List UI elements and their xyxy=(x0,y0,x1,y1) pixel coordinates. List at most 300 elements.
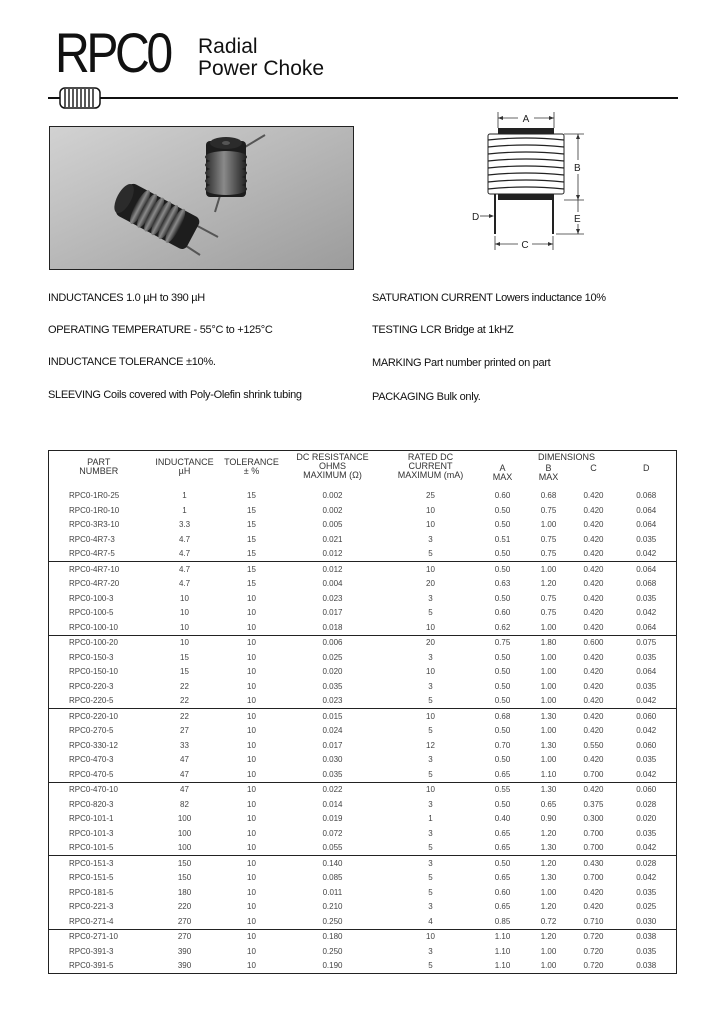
table-row xyxy=(49,959,677,974)
cell-dim-b: 1.30 xyxy=(540,873,557,883)
col-part-number: PART NUMBER xyxy=(79,457,119,476)
cell-dc-resistance: 0.012 xyxy=(322,549,343,559)
cell-dim-b: 1.30 xyxy=(527,782,571,797)
cell-dim-d: 0.075 xyxy=(617,635,677,650)
cell-part-number: RPC0-271-10 xyxy=(49,929,149,944)
cell-dim-c: 0.420 xyxy=(583,696,604,706)
cell-inductance: 180 xyxy=(177,887,192,897)
table-row xyxy=(49,635,677,650)
table-row xyxy=(49,562,677,577)
cell-dim-b: 1.20 xyxy=(527,856,571,871)
cell-dim-d: 0.042 xyxy=(636,549,657,559)
cell-dim-a: 0.65 xyxy=(494,843,511,853)
cell-rated-current: 3 xyxy=(428,652,433,662)
cell-dim-a: 0.68 xyxy=(479,709,527,724)
cell-dc-resistance: 0.023 xyxy=(322,696,343,706)
cell-dc-resistance: 0.030 xyxy=(322,755,343,765)
table-row xyxy=(49,724,677,739)
dimension-label-d: D xyxy=(472,212,480,223)
cell-inductance: 3.3 xyxy=(178,520,191,530)
cell-rated-current: 10 xyxy=(383,562,479,577)
cell-dim-b: 1.00 xyxy=(540,696,557,706)
cell-tolerance: 15 xyxy=(221,562,283,577)
dimension-label-c: C xyxy=(521,240,529,251)
cell-dim-b: 1.00 xyxy=(540,622,557,632)
cell-dim-d: 0.042 xyxy=(636,769,657,779)
cell-dim-c: 0.550 xyxy=(583,740,604,750)
cell-dim-b: 1.20 xyxy=(540,902,557,912)
table-row xyxy=(49,826,677,841)
cell-rated-current: 10 xyxy=(426,520,435,530)
spec-value: Lowers inductance 10% xyxy=(495,292,606,304)
cell-rated-current: 10 xyxy=(383,709,479,724)
cell-rated-current: 4 xyxy=(428,916,433,926)
dimension-label-b: B xyxy=(574,163,581,174)
cell-inductance: 270 xyxy=(149,929,221,944)
cell-dim-a: 0.50 xyxy=(494,696,511,706)
cell-dim-b: 0.75 xyxy=(540,608,557,618)
cell-dim-b: 1.30 xyxy=(540,740,557,750)
spec-label: OPERATING TEMPERATURE xyxy=(48,324,191,336)
cell-rated-current: 12 xyxy=(426,740,435,750)
spec-inductances xyxy=(48,292,205,304)
dimensions-header: DIMENSIONS xyxy=(537,452,595,462)
cell-dim-d: 0.042 xyxy=(636,873,657,883)
cell-rated-current: 10 xyxy=(426,667,435,677)
cell-inductance: 100 xyxy=(177,814,192,824)
cell-rated-current: 5 xyxy=(428,696,433,706)
cell-rated-current: 3 xyxy=(428,828,433,838)
cell-part-number: RPC0-4R7-20 xyxy=(69,579,120,589)
cell-dc-resistance: 0.002 xyxy=(322,491,343,501)
spec-testing xyxy=(372,324,513,336)
table-row xyxy=(49,606,677,621)
cell-dim-c: 0.420 xyxy=(583,534,604,544)
cell-dim-c: 0.720 xyxy=(571,929,617,944)
spec-value: - 55°C to +125°C xyxy=(193,324,273,336)
cell-dim-c: 0.710 xyxy=(583,916,604,926)
cell-part-number: RPC0-391-5 xyxy=(69,961,114,971)
table-row xyxy=(49,485,677,504)
cell-dim-a: 1.10 xyxy=(479,929,527,944)
cell-rated-current: 3 xyxy=(428,946,433,956)
cell-rated-current: 20 xyxy=(383,635,479,650)
col-dim-d: D xyxy=(643,463,650,473)
cell-part-number: RPC0-151-3 xyxy=(49,856,149,871)
cell-dc-resistance: 0.250 xyxy=(322,946,343,956)
table-row xyxy=(49,797,677,812)
cell-tolerance: 15 xyxy=(247,505,256,515)
table-row xyxy=(49,871,677,886)
cell-dim-b: 0.75 xyxy=(540,505,557,515)
cell-dim-d: 0.064 xyxy=(636,622,657,632)
cell-inductance: 4.7 xyxy=(149,562,221,577)
cell-rated-current: 5 xyxy=(428,769,433,779)
cell-inductance: 22 xyxy=(180,681,189,691)
cell-dim-a: 0.50 xyxy=(494,681,511,691)
spec-value: Coils covered with Poly-Olefin shrink tubing xyxy=(103,389,302,401)
spec-value: 1.0 µH to 390 µH xyxy=(126,292,205,304)
table-row xyxy=(49,679,677,694)
cell-dc-resistance: 0.035 xyxy=(322,681,343,691)
cell-rated-current: 1 xyxy=(428,814,433,824)
cell-inductance: 150 xyxy=(149,856,221,871)
col-inductance: INDUCTANCE µH xyxy=(155,457,214,476)
cell-dim-c: 0.420 xyxy=(583,608,604,618)
cell-dc-resistance: 0.019 xyxy=(322,814,343,824)
cell-dim-b: 1.00 xyxy=(540,726,557,736)
cell-dim-c: 0.700 xyxy=(583,873,604,883)
cell-dim-d: 0.035 xyxy=(636,534,657,544)
cell-dim-a: 0.63 xyxy=(494,579,511,589)
cell-dim-b: 1.20 xyxy=(540,579,557,589)
cell-tolerance: 10 xyxy=(247,593,256,603)
cell-dim-d: 0.042 xyxy=(636,608,657,618)
cell-dc-resistance: 0.002 xyxy=(322,505,343,515)
table-row xyxy=(49,694,677,709)
cell-tolerance: 15 xyxy=(247,549,256,559)
table-row xyxy=(49,900,677,915)
cell-dim-c: 0.720 xyxy=(583,961,604,971)
cell-part-number: RPC0-101-1 xyxy=(69,814,114,824)
cell-dim-c: 0.420 xyxy=(583,667,604,677)
cell-dim-b: 1.30 xyxy=(540,843,557,853)
cell-tolerance: 10 xyxy=(247,740,256,750)
cell-dim-c: 0.420 xyxy=(583,726,604,736)
cell-dc-resistance: 0.210 xyxy=(322,902,343,912)
col-rated-current: RATED DC CURRENT MAXIMUM (mA) xyxy=(397,452,464,480)
cell-part-number: RPC0-1R0-25 xyxy=(69,491,120,501)
cell-inductance: 22 xyxy=(180,696,189,706)
cell-rated-current: 5 xyxy=(428,961,433,971)
cell-dc-resistance: 0.005 xyxy=(322,520,343,530)
cell-dc-resistance: 0.018 xyxy=(322,622,343,632)
cell-inductance: 47 xyxy=(149,782,221,797)
table-row xyxy=(49,841,677,856)
cell-dc-resistance: 0.011 xyxy=(322,887,343,897)
cell-inductance: 4.7 xyxy=(178,579,191,589)
cell-dim-b: 1.00 xyxy=(540,667,557,677)
cell-dim-b: 0.68 xyxy=(540,491,557,501)
spec-value: Bulk only. xyxy=(436,391,481,403)
cell-tolerance: 15 xyxy=(247,520,256,530)
cell-dim-c: 0.700 xyxy=(583,828,604,838)
cell-dim-d: 0.060 xyxy=(617,709,677,724)
cell-dc-resistance: 0.250 xyxy=(322,916,343,926)
table-row xyxy=(49,856,677,871)
cell-dc-resistance: 0.006 xyxy=(283,635,383,650)
cell-dim-a: 0.51 xyxy=(494,534,511,544)
cell-part-number: RPC0-330-12 xyxy=(69,740,118,750)
cell-dim-d: 0.030 xyxy=(636,916,657,926)
table-row xyxy=(49,532,677,547)
cell-part-number: RPC0-100-3 xyxy=(69,593,114,603)
cell-part-number: RPC0-3R3-10 xyxy=(69,520,120,530)
cell-tolerance: 10 xyxy=(247,681,256,691)
cell-rated-current: 5 xyxy=(428,549,433,559)
cell-inductance: 27 xyxy=(180,726,189,736)
spec-label: SATURATION CURRENT xyxy=(372,292,493,304)
cell-dc-resistance: 0.072 xyxy=(322,828,343,838)
table-row xyxy=(49,914,677,929)
table-row xyxy=(49,620,677,635)
cell-dc-resistance: 0.190 xyxy=(322,961,343,971)
cell-inductance: 4.7 xyxy=(178,549,191,559)
cell-dim-d: 0.028 xyxy=(636,799,657,809)
cell-part-number: RPC0-820-3 xyxy=(69,799,114,809)
subtitle-line-2: Power Choke xyxy=(198,57,325,80)
cell-dim-b: 1.00 xyxy=(540,946,557,956)
cell-tolerance: 10 xyxy=(247,652,256,662)
cell-dim-c: 0.420 xyxy=(583,622,604,632)
cell-part-number: RPC0-151-5 xyxy=(69,873,114,883)
cell-dim-d: 0.020 xyxy=(636,814,657,824)
spec-packaging xyxy=(372,391,481,403)
cell-inductance: 220 xyxy=(177,902,192,912)
cell-dim-b: 1.80 xyxy=(527,635,571,650)
cell-dim-a: 0.60 xyxy=(494,887,511,897)
cell-part-number: RPC0-4R7-5 xyxy=(69,549,115,559)
cell-dim-c: 0.700 xyxy=(583,769,604,779)
cell-dim-d: 0.035 xyxy=(636,755,657,765)
product-photo xyxy=(49,126,354,270)
table-row xyxy=(49,709,677,724)
spec-value: Part number printed on part xyxy=(424,357,551,369)
cell-part-number: RPC0-220-5 xyxy=(69,696,114,706)
cell-dim-b: 1.30 xyxy=(527,709,571,724)
header-rule xyxy=(48,97,678,99)
cell-dim-d: 0.042 xyxy=(636,726,657,736)
cell-dc-resistance: 0.014 xyxy=(322,799,343,809)
cell-inductance: 150 xyxy=(177,873,192,883)
cell-dim-a: 0.50 xyxy=(494,652,511,662)
cell-dc-resistance: 0.022 xyxy=(283,782,383,797)
cell-tolerance: 15 xyxy=(247,491,256,501)
cell-tolerance: 10 xyxy=(247,622,256,632)
cell-dim-a: 0.50 xyxy=(479,856,527,871)
cell-dim-c: 0.420 xyxy=(583,549,604,559)
cell-dim-c: 0.430 xyxy=(571,856,617,871)
cell-tolerance: 10 xyxy=(247,769,256,779)
dimension-label-e: E xyxy=(574,214,581,225)
cell-dim-d: 0.035 xyxy=(636,887,657,897)
cell-dim-a: 0.85 xyxy=(494,916,511,926)
table-row xyxy=(49,782,677,797)
cell-dim-d: 0.035 xyxy=(636,681,657,691)
cell-tolerance: 15 xyxy=(247,579,256,589)
cell-inductance: 1 xyxy=(182,491,187,501)
cell-rated-current: 10 xyxy=(426,505,435,515)
cell-rated-current: 3 xyxy=(428,593,433,603)
spec-saturation-current xyxy=(372,292,606,304)
coil-logo-icon xyxy=(52,86,112,110)
cell-tolerance: 10 xyxy=(221,856,283,871)
cell-dc-resistance: 0.180 xyxy=(283,929,383,944)
cell-rated-current: 3 xyxy=(428,799,433,809)
cell-inductance: 390 xyxy=(177,946,192,956)
cell-tolerance: 10 xyxy=(247,843,256,853)
table-row xyxy=(49,650,677,665)
cell-dim-d: 0.028 xyxy=(617,856,677,871)
table-row xyxy=(49,577,677,592)
cell-tolerance: 10 xyxy=(247,608,256,618)
cell-rated-current: 5 xyxy=(428,887,433,897)
cell-inductance: 100 xyxy=(177,828,192,838)
cell-tolerance: 10 xyxy=(221,709,283,724)
cell-tolerance: 10 xyxy=(247,667,256,677)
cell-part-number: RPC0-220-3 xyxy=(69,681,114,691)
cell-dim-a: 1.10 xyxy=(494,946,511,956)
dimension-label-a: A xyxy=(522,114,530,125)
cell-dim-a: 0.65 xyxy=(494,902,511,912)
cell-dim-c: 0.420 xyxy=(583,520,604,530)
cell-rated-current: 3 xyxy=(428,902,433,912)
cell-rated-current: 10 xyxy=(383,782,479,797)
spec-label: TESTING xyxy=(372,324,418,336)
cell-dim-a: 0.75 xyxy=(479,635,527,650)
spec-marking xyxy=(372,357,550,369)
cell-dim-b: 1.00 xyxy=(527,562,571,577)
cell-tolerance: 10 xyxy=(247,726,256,736)
cell-dim-b: 0.75 xyxy=(540,534,557,544)
cell-tolerance: 15 xyxy=(247,534,256,544)
cell-dim-b: 1.10 xyxy=(540,769,557,779)
cell-dim-d: 0.068 xyxy=(636,579,657,589)
cell-dc-resistance: 0.055 xyxy=(322,843,343,853)
cell-inductance: 82 xyxy=(180,799,189,809)
spec-label: PACKAGING xyxy=(372,391,434,403)
cell-part-number: RPC0-221-3 xyxy=(69,902,114,912)
spec-value: LCR Bridge at 1kHZ xyxy=(420,324,514,336)
cell-dim-b: 1.00 xyxy=(540,681,557,691)
col-dc-resistance: DC RESISTANCE OHMS MAXIMUM (Ω) xyxy=(296,452,369,480)
cell-rated-current: 5 xyxy=(428,843,433,853)
cell-part-number: RPC0-101-3 xyxy=(69,828,114,838)
cell-dim-a: 0.50 xyxy=(494,593,511,603)
spec-sleeving xyxy=(48,389,302,401)
cell-dim-c: 0.420 xyxy=(583,579,604,589)
cell-inductance: 10 xyxy=(149,635,221,650)
cell-part-number: RPC0-270-5 xyxy=(69,726,114,736)
cell-dim-d: 0.064 xyxy=(636,667,657,677)
cell-dc-resistance: 0.140 xyxy=(283,856,383,871)
cell-rated-current: 10 xyxy=(383,929,479,944)
cell-dc-resistance: 0.015 xyxy=(283,709,383,724)
table-row xyxy=(49,767,677,782)
cell-dim-c: 0.300 xyxy=(583,814,604,824)
cell-inductance: 4.7 xyxy=(178,534,191,544)
col-tolerance: TOLERANCE ± % xyxy=(224,457,279,476)
cell-dim-d: 0.060 xyxy=(636,740,657,750)
choke-components-illustration xyxy=(50,127,353,269)
cell-dim-d: 0.042 xyxy=(636,696,657,706)
cell-rated-current: 3 xyxy=(428,681,433,691)
cell-inductance: 270 xyxy=(177,916,192,926)
table-row xyxy=(49,753,677,768)
cell-tolerance: 10 xyxy=(247,755,256,765)
table-row xyxy=(49,665,677,680)
cell-part-number: RPC0-1R0-10 xyxy=(69,505,120,515)
table-row xyxy=(49,738,677,753)
cell-dim-c: 0.420 xyxy=(583,505,604,515)
cell-part-number: RPC0-271-4 xyxy=(69,916,114,926)
cell-part-number: RPC0-100-5 xyxy=(69,608,114,618)
cell-dim-c: 0.420 xyxy=(583,681,604,691)
cell-inductance: 100 xyxy=(177,843,192,853)
cell-tolerance: 10 xyxy=(247,902,256,912)
cell-dim-d: 0.060 xyxy=(617,782,677,797)
cell-dim-d: 0.068 xyxy=(636,491,657,501)
cell-tolerance: 10 xyxy=(221,635,283,650)
cell-rated-current: 3 xyxy=(428,755,433,765)
spec-inductance-tolerance xyxy=(48,356,216,368)
cell-dim-a: 0.50 xyxy=(494,505,511,515)
cell-tolerance: 10 xyxy=(247,873,256,883)
cell-dim-a: 0.50 xyxy=(494,726,511,736)
cell-tolerance: 10 xyxy=(247,814,256,824)
cell-inductance: 15 xyxy=(180,667,189,677)
cell-part-number: RPC0-101-5 xyxy=(69,843,114,853)
cell-dim-c: 0.420 xyxy=(583,755,604,765)
cell-dim-d: 0.025 xyxy=(636,902,657,912)
cell-inductance: 1 xyxy=(182,505,187,515)
table-row xyxy=(49,929,677,944)
cell-tolerance: 10 xyxy=(247,946,256,956)
table-row xyxy=(49,503,677,518)
cell-dim-b: 0.75 xyxy=(540,549,557,559)
cell-dim-d: 0.064 xyxy=(636,505,657,515)
cell-part-number: RPC0-4R7-3 xyxy=(69,534,115,544)
cell-tolerance: 10 xyxy=(221,929,283,944)
cell-part-number: RPC0-391-3 xyxy=(69,946,114,956)
table-row xyxy=(49,518,677,533)
cell-part-number: RPC0-150-10 xyxy=(69,667,118,677)
cell-rated-current: 25 xyxy=(426,491,435,501)
table-row xyxy=(49,547,677,562)
cell-part-number: RPC0-220-10 xyxy=(49,709,149,724)
cell-dim-b: 1.00 xyxy=(540,652,557,662)
cell-inductance: 10 xyxy=(180,608,189,618)
spec-operating-temperature xyxy=(48,324,273,336)
cell-dim-c: 0.600 xyxy=(571,635,617,650)
cell-inductance: 33 xyxy=(180,740,189,750)
cell-part-number: RPC0-100-20 xyxy=(49,635,149,650)
cell-dim-a: 0.65 xyxy=(494,769,511,779)
table-header-row xyxy=(49,451,677,485)
cell-dim-b: 0.75 xyxy=(540,593,557,603)
cell-dim-a: 0.50 xyxy=(494,755,511,765)
cell-dim-b: 1.00 xyxy=(540,520,557,530)
spec-value: ±10%. xyxy=(185,356,216,368)
cell-dim-b: 1.20 xyxy=(540,828,557,838)
cell-part-number: RPC0-470-10 xyxy=(49,782,149,797)
cell-dim-d: 0.064 xyxy=(636,520,657,530)
cell-dim-a: 0.62 xyxy=(494,622,511,632)
spec-label: INDUCTANCES xyxy=(48,292,124,304)
cell-dc-resistance: 0.085 xyxy=(322,873,343,883)
cell-dc-resistance: 0.021 xyxy=(322,534,343,544)
cell-dim-a: 0.60 xyxy=(494,491,511,501)
cell-rated-current: 20 xyxy=(426,579,435,589)
cell-dc-resistance: 0.004 xyxy=(322,579,343,589)
cell-dc-resistance: 0.017 xyxy=(322,740,343,750)
cell-dim-b: 0.90 xyxy=(540,814,557,824)
cell-dim-a: 0.60 xyxy=(494,608,511,618)
cell-dim-a: 0.65 xyxy=(494,873,511,883)
cell-dc-resistance: 0.024 xyxy=(322,726,343,736)
cell-tolerance: 10 xyxy=(247,696,256,706)
cell-dc-resistance: 0.025 xyxy=(322,652,343,662)
